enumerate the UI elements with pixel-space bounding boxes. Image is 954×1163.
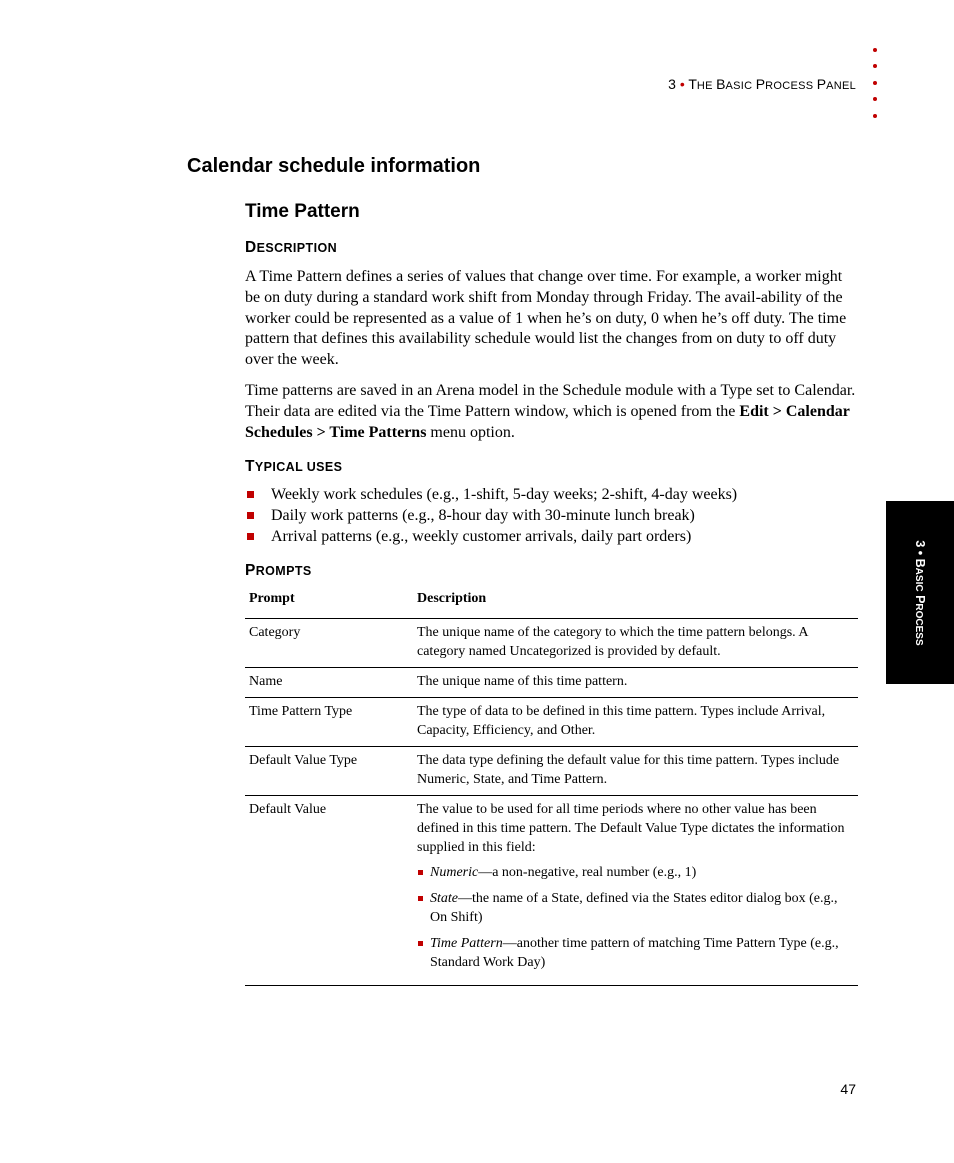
running-head xyxy=(668,76,856,92)
description-paragraph-2 xyxy=(245,381,857,443)
table-header-row xyxy=(245,585,858,619)
dot-1 xyxy=(873,48,877,52)
chapter-title-part: P xyxy=(755,76,766,92)
chapter-title-part: P xyxy=(816,76,827,92)
menu-path: Edit > Calendar Schedules > Time Patterns xyxy=(245,402,850,441)
value-type-list xyxy=(417,863,854,972)
tab-num: 3 • xyxy=(913,539,927,555)
chapter-title-part: ASIC xyxy=(725,80,756,92)
table-row xyxy=(245,619,858,668)
chapter-title-part: ANEL xyxy=(826,80,856,92)
prompt-cell: Category xyxy=(245,619,413,668)
module-heading: Time Pattern xyxy=(245,201,360,222)
chapter-title-part: HE xyxy=(696,80,717,92)
bullet-icon xyxy=(247,491,254,498)
chapter-title-part: ROCESS xyxy=(765,80,817,92)
chapter-separator: • xyxy=(679,76,685,92)
description-cell: The type of data to be defined in this time pattern. Types include Arrival, Capacity, Efficiency, and Other. xyxy=(413,698,858,747)
list-item xyxy=(245,484,857,505)
description-cell xyxy=(413,796,858,986)
list-item xyxy=(245,526,857,547)
list-item xyxy=(245,505,857,526)
chapter-number: 3 xyxy=(668,76,676,92)
prompt-cell: Default Value xyxy=(245,796,413,986)
term: State xyxy=(430,891,458,906)
term-text: —another time pattern of matching Time Pattern Type (e.g., Standard Work Day) xyxy=(430,936,839,970)
prompts-heading xyxy=(245,562,312,580)
list-item xyxy=(417,889,854,927)
list-item xyxy=(417,863,854,882)
dot-3 xyxy=(873,81,877,85)
dot-4 xyxy=(873,97,877,101)
description-cell: The data type defining the default value for this time pattern. Types include Numeric, State, and Time Pattern. xyxy=(413,747,858,796)
column-header-prompt: Prompt xyxy=(245,585,413,619)
list-item xyxy=(417,934,854,972)
dot-5 xyxy=(873,114,877,118)
tab-rest: ASIC xyxy=(913,567,924,592)
heading-initial: D xyxy=(245,239,257,256)
dot-2 xyxy=(873,64,877,68)
tab-initial: B xyxy=(913,558,927,568)
paragraph-text: Time patterns are saved in an Arena model in the Schedule module with a Type set to Calendar. Their data are edited via the Time Pattern window, which is opened from the xyxy=(245,382,856,420)
description-cell: The unique name of this time pattern. xyxy=(413,668,858,698)
term-text: —a non-negative, real number (e.g., 1) xyxy=(478,865,697,880)
term: Numeric xyxy=(430,865,479,880)
prompt-cell: Time Pattern Type xyxy=(245,698,413,747)
table-row xyxy=(245,668,858,698)
description-text: The value to be used for all time periods where no other value has been defined in this time pattern. The Default Value Type dictates the information supplied in this field: xyxy=(417,802,845,855)
table-row xyxy=(245,796,858,986)
bullet-icon xyxy=(418,896,423,901)
prompt-cell: Default Value Type xyxy=(245,747,413,796)
description-heading xyxy=(245,239,337,257)
bullet-icon xyxy=(418,941,423,946)
bullet-icon xyxy=(247,512,254,519)
description-cell: The unique name of the category to which the time pattern belongs. A category named Uncategorized is provided by default. xyxy=(413,619,858,668)
chapter-title-part: B xyxy=(716,76,726,92)
chapter-title-part: T xyxy=(688,76,697,92)
column-header-description: Description xyxy=(413,585,858,619)
heading-rest: ESCRIPTION xyxy=(256,241,337,255)
prompts-table xyxy=(245,585,858,986)
heading-rest: ROMPTS xyxy=(255,564,312,578)
term: Time Pattern xyxy=(430,936,503,951)
side-tab-label xyxy=(913,540,927,645)
list-item-text: Arrival patterns (e.g., weekly customer arrivals, daily part orders) xyxy=(271,528,692,545)
tab-initial: P xyxy=(913,594,927,603)
section-heading: Calendar schedule information xyxy=(187,155,481,177)
heading-initial: T xyxy=(245,458,255,475)
list-item-text: Weekly work schedules (e.g., 1-shift, 5-day weeks; 2-shift, 4-day weeks) xyxy=(271,486,738,503)
table-row xyxy=(245,698,858,747)
paragraph-text: menu option. xyxy=(426,423,515,441)
list-item-text: Daily work patterns (e.g., 8-hour day with 30-minute lunch break) xyxy=(271,507,695,524)
bullet-icon xyxy=(247,533,254,540)
tab-rest: ROCESS xyxy=(913,602,924,646)
heading-rest: YPICAL USES xyxy=(254,460,343,474)
typical-uses-heading xyxy=(245,458,342,476)
description-paragraph-1: A Time Pattern defines a series of values that change over time. For example, a worker might be on duty during a standard work shift from Monday through Friday. The avail-ability of the worker could be represented as a value of 1 when he’s on duty, 0 when he’s off duty. The time pattern that defines this availability schedule would list the changes from on duty to off duty over the week. xyxy=(245,268,847,369)
bullet-icon xyxy=(418,870,423,875)
typical-uses-list xyxy=(245,484,857,547)
term-text: —the name of a State, defined via the States editor dialog box (e.g., On Shift) xyxy=(430,891,838,925)
margin-dots xyxy=(873,48,881,130)
table-row xyxy=(245,747,858,796)
prompt-cell: Name xyxy=(245,668,413,698)
heading-initial: P xyxy=(245,562,256,579)
page-number: 47 xyxy=(840,1081,856,1097)
chapter-side-tab xyxy=(886,501,954,684)
